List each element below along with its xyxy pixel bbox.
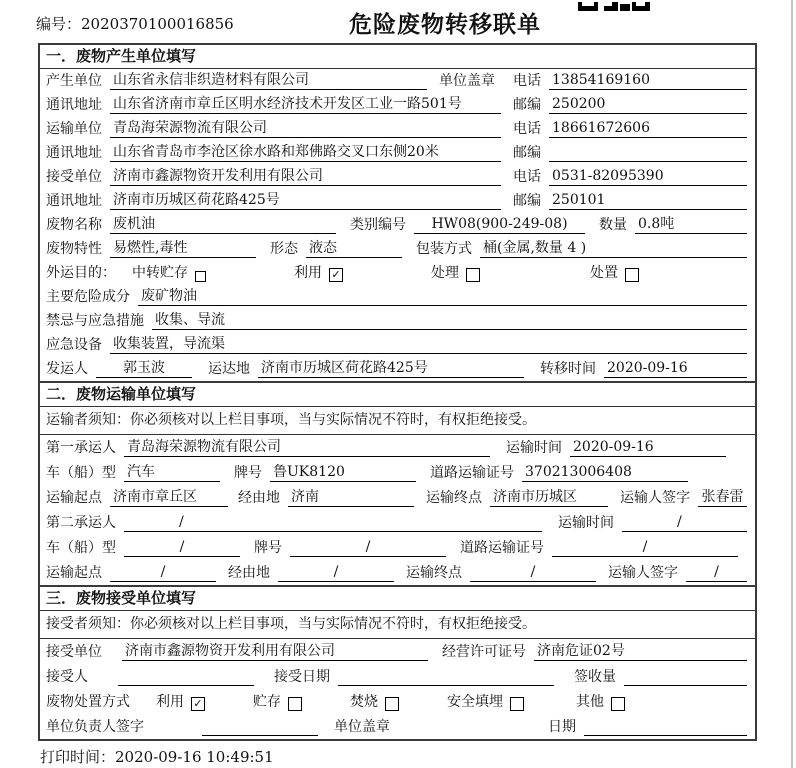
- terminal1-label: 运输终点: [426, 490, 482, 506]
- row-producer: [40, 69, 755, 93]
- serial-label: 编号：: [36, 15, 82, 33]
- taboo-value: 收集、导流: [152, 309, 747, 330]
- receiver-notice: 接受者须知：你必须核对以上栏目事项，当与实际情况不符时，有权拒绝接受。: [40, 611, 755, 639]
- checkbox-disposal-utilize: [191, 697, 205, 711]
- receiver-label: 接受单位: [46, 169, 102, 185]
- row-route1: [40, 485, 755, 510]
- producer-phone-label: 电话: [513, 73, 541, 89]
- serial-value: 2020370100016856: [81, 15, 234, 33]
- shipper-value: 郭玉波: [96, 357, 192, 378]
- transporter-notice: 运输者须知：你必须核对以上栏目事项，当与实际情况不符时，有权拒绝接受。: [40, 407, 755, 435]
- checkbox-mark: ✓: [331, 268, 341, 281]
- row-vehicle2: [40, 535, 755, 560]
- producer-phone-value: 13854169160: [549, 72, 747, 90]
- purpose-option-utilize: [294, 262, 343, 282]
- row-acceptor: [40, 664, 755, 689]
- hazard-label: 主要危险成分: [46, 289, 130, 305]
- plate2-value: /: [290, 539, 446, 557]
- row-vehicle1: [40, 460, 755, 485]
- print-time: [40, 746, 796, 767]
- waste-name-value: 废机油: [110, 213, 336, 234]
- origin2-label: 运输起点: [46, 565, 102, 581]
- checkbox-utilize: [329, 268, 343, 282]
- row-purpose: [40, 261, 755, 285]
- accept-date-value: [338, 668, 554, 686]
- hazard-value: 废矿物油: [138, 285, 747, 306]
- producer-label: 产生单位: [46, 73, 102, 89]
- manifest-form: [38, 43, 757, 741]
- road-license2-label: 道路运输证号: [460, 540, 544, 556]
- page-edge-line: [791, 0, 793, 768]
- checkbox-disposal-storage: [288, 697, 302, 711]
- checkbox-dispose: [625, 268, 639, 282]
- receiver-phone-label: 电话: [513, 169, 541, 185]
- row-equipment: [40, 333, 755, 357]
- acceptor-value: [118, 668, 254, 686]
- transporter-zip-value: [549, 144, 747, 162]
- plate2-label: 牌号: [254, 540, 282, 556]
- trait-label: 废物特性: [46, 241, 102, 257]
- receiver-addr-value: 济南市历城区荷花路425号: [110, 189, 501, 210]
- section2-title: 二．废物运输单位填写: [40, 383, 755, 407]
- row-carrier2: [40, 510, 755, 535]
- checkbox-mark: [626, 269, 638, 281]
- road-license1-value: 370213006408: [522, 464, 688, 482]
- transfer-time-label: 转移时间: [540, 361, 596, 377]
- disposal-label: 废物处置方式: [46, 694, 130, 710]
- option-label: 安全填埋: [447, 694, 503, 710]
- terminal1-value: 济南市历城区: [490, 486, 608, 507]
- transporter-addr-label: 通讯地址: [46, 145, 102, 161]
- option-label: 利用: [156, 694, 184, 710]
- checkbox-mark: [196, 272, 205, 281]
- transport-time1-label: 运输时间: [506, 440, 562, 456]
- option-label: 处置: [590, 265, 618, 281]
- packing-value: 桶(金属,数量 4 ): [480, 237, 747, 258]
- checkbox-treat: [466, 268, 480, 282]
- signature2-label: 运输人签字: [608, 565, 678, 581]
- checkbox-disposal-other: [611, 697, 625, 711]
- shipper-label: 发运人: [46, 361, 88, 377]
- chief-sign-label: 单位负责人签字: [46, 719, 144, 735]
- purpose-option-transfer-storage: [132, 262, 206, 282]
- disposal-option-utilize: [156, 691, 205, 711]
- serial-number: [36, 13, 234, 34]
- accept-date-label: 接受日期: [274, 669, 330, 685]
- page-title: 危险废物转移联单: [349, 11, 541, 38]
- option-label: 贮存: [253, 694, 281, 710]
- plate1-value: 鲁UK8120: [270, 461, 416, 482]
- row-route2: [40, 560, 755, 585]
- destination-label: 运达地: [208, 361, 250, 377]
- receiver-phone-value: 0531-82095390: [549, 168, 747, 186]
- producer-value: 山东省永信非织造材料有限公司: [110, 69, 427, 90]
- qr-code-icon: [578, 0, 650, 16]
- road-license1-label: 道路运输证号: [430, 465, 514, 481]
- accept-unit-label: 接受单位: [46, 644, 102, 660]
- receiver-value: 济南市鑫源物资开发利用有限公司: [110, 165, 501, 186]
- transporter-phone-label: 电话: [513, 121, 541, 137]
- checkbox-mark: ✓: [193, 697, 203, 710]
- carrier1-label: 第一承运人: [46, 440, 116, 456]
- carrier2-value: /: [124, 514, 542, 532]
- via1-value: 济南: [288, 486, 414, 507]
- section1-title: 一．废物产生单位填写: [40, 45, 755, 69]
- row-shipper: [40, 357, 755, 381]
- checkbox-disposal-incinerate: [385, 697, 399, 711]
- producer-addr-label: 通讯地址: [46, 97, 102, 113]
- transporter-zip-label: 邮编: [513, 145, 541, 161]
- receiver-zip-label: 邮编: [513, 193, 541, 209]
- row-receiver: [40, 165, 755, 189]
- checkbox-disposal-landfill: [510, 697, 524, 711]
- date-value: [584, 718, 747, 736]
- document-header: [0, 0, 796, 43]
- transport-time1-value: 2020-09-16: [570, 439, 726, 457]
- destination-value: 济南市历城区荷花路425号: [258, 357, 524, 378]
- checkbox-mark: [289, 698, 301, 710]
- vehicle2-value: /: [124, 539, 240, 557]
- purpose-option-dispose: [590, 262, 639, 282]
- disposal-option-incinerate: [350, 691, 399, 711]
- transporter-value: 青岛海荣源物流有限公司: [110, 117, 501, 138]
- section-transporter: [38, 381, 757, 587]
- option-label: 其他: [576, 694, 604, 710]
- terminal2-label: 运输终点: [406, 565, 462, 581]
- carrier2-label: 第二承运人: [46, 515, 116, 531]
- row-disposal: [40, 689, 755, 714]
- section-receiver: [38, 585, 757, 741]
- transporter-addr-value: 山东省青岛市李沧区徐水路和郑佛路交叉口东侧20米: [110, 141, 501, 162]
- chief-sign-value: [202, 718, 318, 736]
- checkbox-transfer-storage: [195, 271, 206, 282]
- received-amount-label: 签收量: [574, 669, 616, 685]
- permit-label: 经营许可证号: [442, 644, 526, 660]
- row-transporter-address: [40, 141, 755, 165]
- row-producer-address: [40, 93, 755, 117]
- date-label: 日期: [548, 719, 576, 735]
- packing-label: 包装方式: [416, 241, 472, 257]
- transport-time2-value: /: [622, 514, 747, 532]
- receiver-addr-label: 通讯地址: [46, 193, 102, 209]
- origin1-label: 运输起点: [46, 490, 102, 506]
- row-waste-trait: [40, 237, 755, 261]
- transport-time2-label: 运输时间: [558, 515, 614, 531]
- row-receiver-address: [40, 189, 755, 213]
- row-taboo: [40, 309, 755, 333]
- category-label: 类别编号: [350, 217, 406, 233]
- purpose-label: 外运目的：: [46, 265, 116, 281]
- via1-label: 经由地: [238, 490, 280, 506]
- vehicle1-label: 车（船）型: [46, 465, 116, 481]
- producer-addr-value: 山东省济南市章丘区明水经济技术开发区工业一路501号: [110, 93, 501, 114]
- row-hazard: [40, 285, 755, 309]
- signature1-label: 运输人签字: [620, 490, 690, 506]
- option-label: 焚烧: [350, 694, 378, 710]
- form-value: 液态: [306, 237, 402, 258]
- road-license2-value: /: [552, 539, 738, 557]
- print-time-label: 打印时间：: [40, 748, 116, 766]
- via2-label: 经由地: [228, 565, 270, 581]
- row-waste-name: [40, 213, 755, 237]
- producer-zip-value: 250200: [549, 96, 747, 114]
- vehicle1-value: 汽车: [124, 461, 220, 482]
- quantity-label: 数量: [599, 217, 627, 233]
- print-time-value: 2020-09-16 10:49:51: [115, 748, 274, 766]
- receiver-zip-value: 250101: [549, 192, 747, 210]
- row-accept-unit: [40, 639, 755, 664]
- equipment-value: 收集装置，导流渠: [110, 333, 747, 354]
- checkbox-mark: [467, 269, 479, 281]
- trait-value: 易燃性,毒性: [110, 237, 256, 258]
- received-amount-value: [624, 668, 747, 686]
- acceptor-label: 接受人: [46, 669, 88, 685]
- via2-value: /: [278, 564, 394, 582]
- disposal-option-landfill: [447, 691, 524, 711]
- permit-value: 济南危证02号: [534, 640, 747, 661]
- producer-zip-label: 邮编: [513, 97, 541, 113]
- signature1-value: 张春雷: [698, 486, 747, 507]
- transporter-label: 运输单位: [46, 121, 102, 137]
- accept-unit-value: 济南市鑫源物资开发利用有限公司: [122, 640, 428, 661]
- checkbox-mark: [511, 698, 523, 710]
- disposal-option-other: [576, 691, 625, 711]
- unit-seal2-label: 单位盖章: [334, 719, 390, 735]
- disposal-option-storage: [253, 691, 302, 711]
- vehicle2-label: 车（船）型: [46, 540, 116, 556]
- taboo-label: 禁忌与应急措施: [46, 313, 144, 329]
- waste-name-label: 废物名称: [46, 217, 102, 233]
- origin1-value: 济南市章丘区: [110, 486, 228, 507]
- plate1-label: 牌号: [234, 465, 262, 481]
- option-label: 中转贮存: [132, 265, 188, 281]
- transfer-time-value: 2020-09-16: [604, 360, 747, 378]
- row-transporter: [40, 117, 755, 141]
- signature2-value: /: [686, 564, 747, 582]
- checkbox-mark: [612, 698, 624, 710]
- equipment-label: 应急设备: [46, 337, 102, 353]
- purpose-option-treat: [431, 262, 480, 282]
- option-label: 处理: [431, 265, 459, 281]
- option-label: 利用: [294, 265, 322, 281]
- row-carrier1: [40, 435, 755, 460]
- checkbox-mark: [386, 698, 398, 710]
- form-label: 形态: [270, 241, 298, 257]
- terminal2-value: /: [470, 564, 596, 582]
- unit-seal-label: 单位盖章: [439, 73, 495, 89]
- origin2-value: /: [110, 564, 216, 582]
- row-chief-sign: [40, 714, 755, 739]
- category-value: HW08(900-249-08): [414, 216, 585, 234]
- quantity-value: 0.8吨: [635, 213, 747, 234]
- carrier1-value: 青岛海荣源物流有限公司: [124, 436, 490, 457]
- section-producer: [38, 43, 757, 383]
- section3-title: 三．废物接受单位填写: [40, 587, 755, 611]
- transporter-phone-value: 18661672606: [549, 120, 747, 138]
